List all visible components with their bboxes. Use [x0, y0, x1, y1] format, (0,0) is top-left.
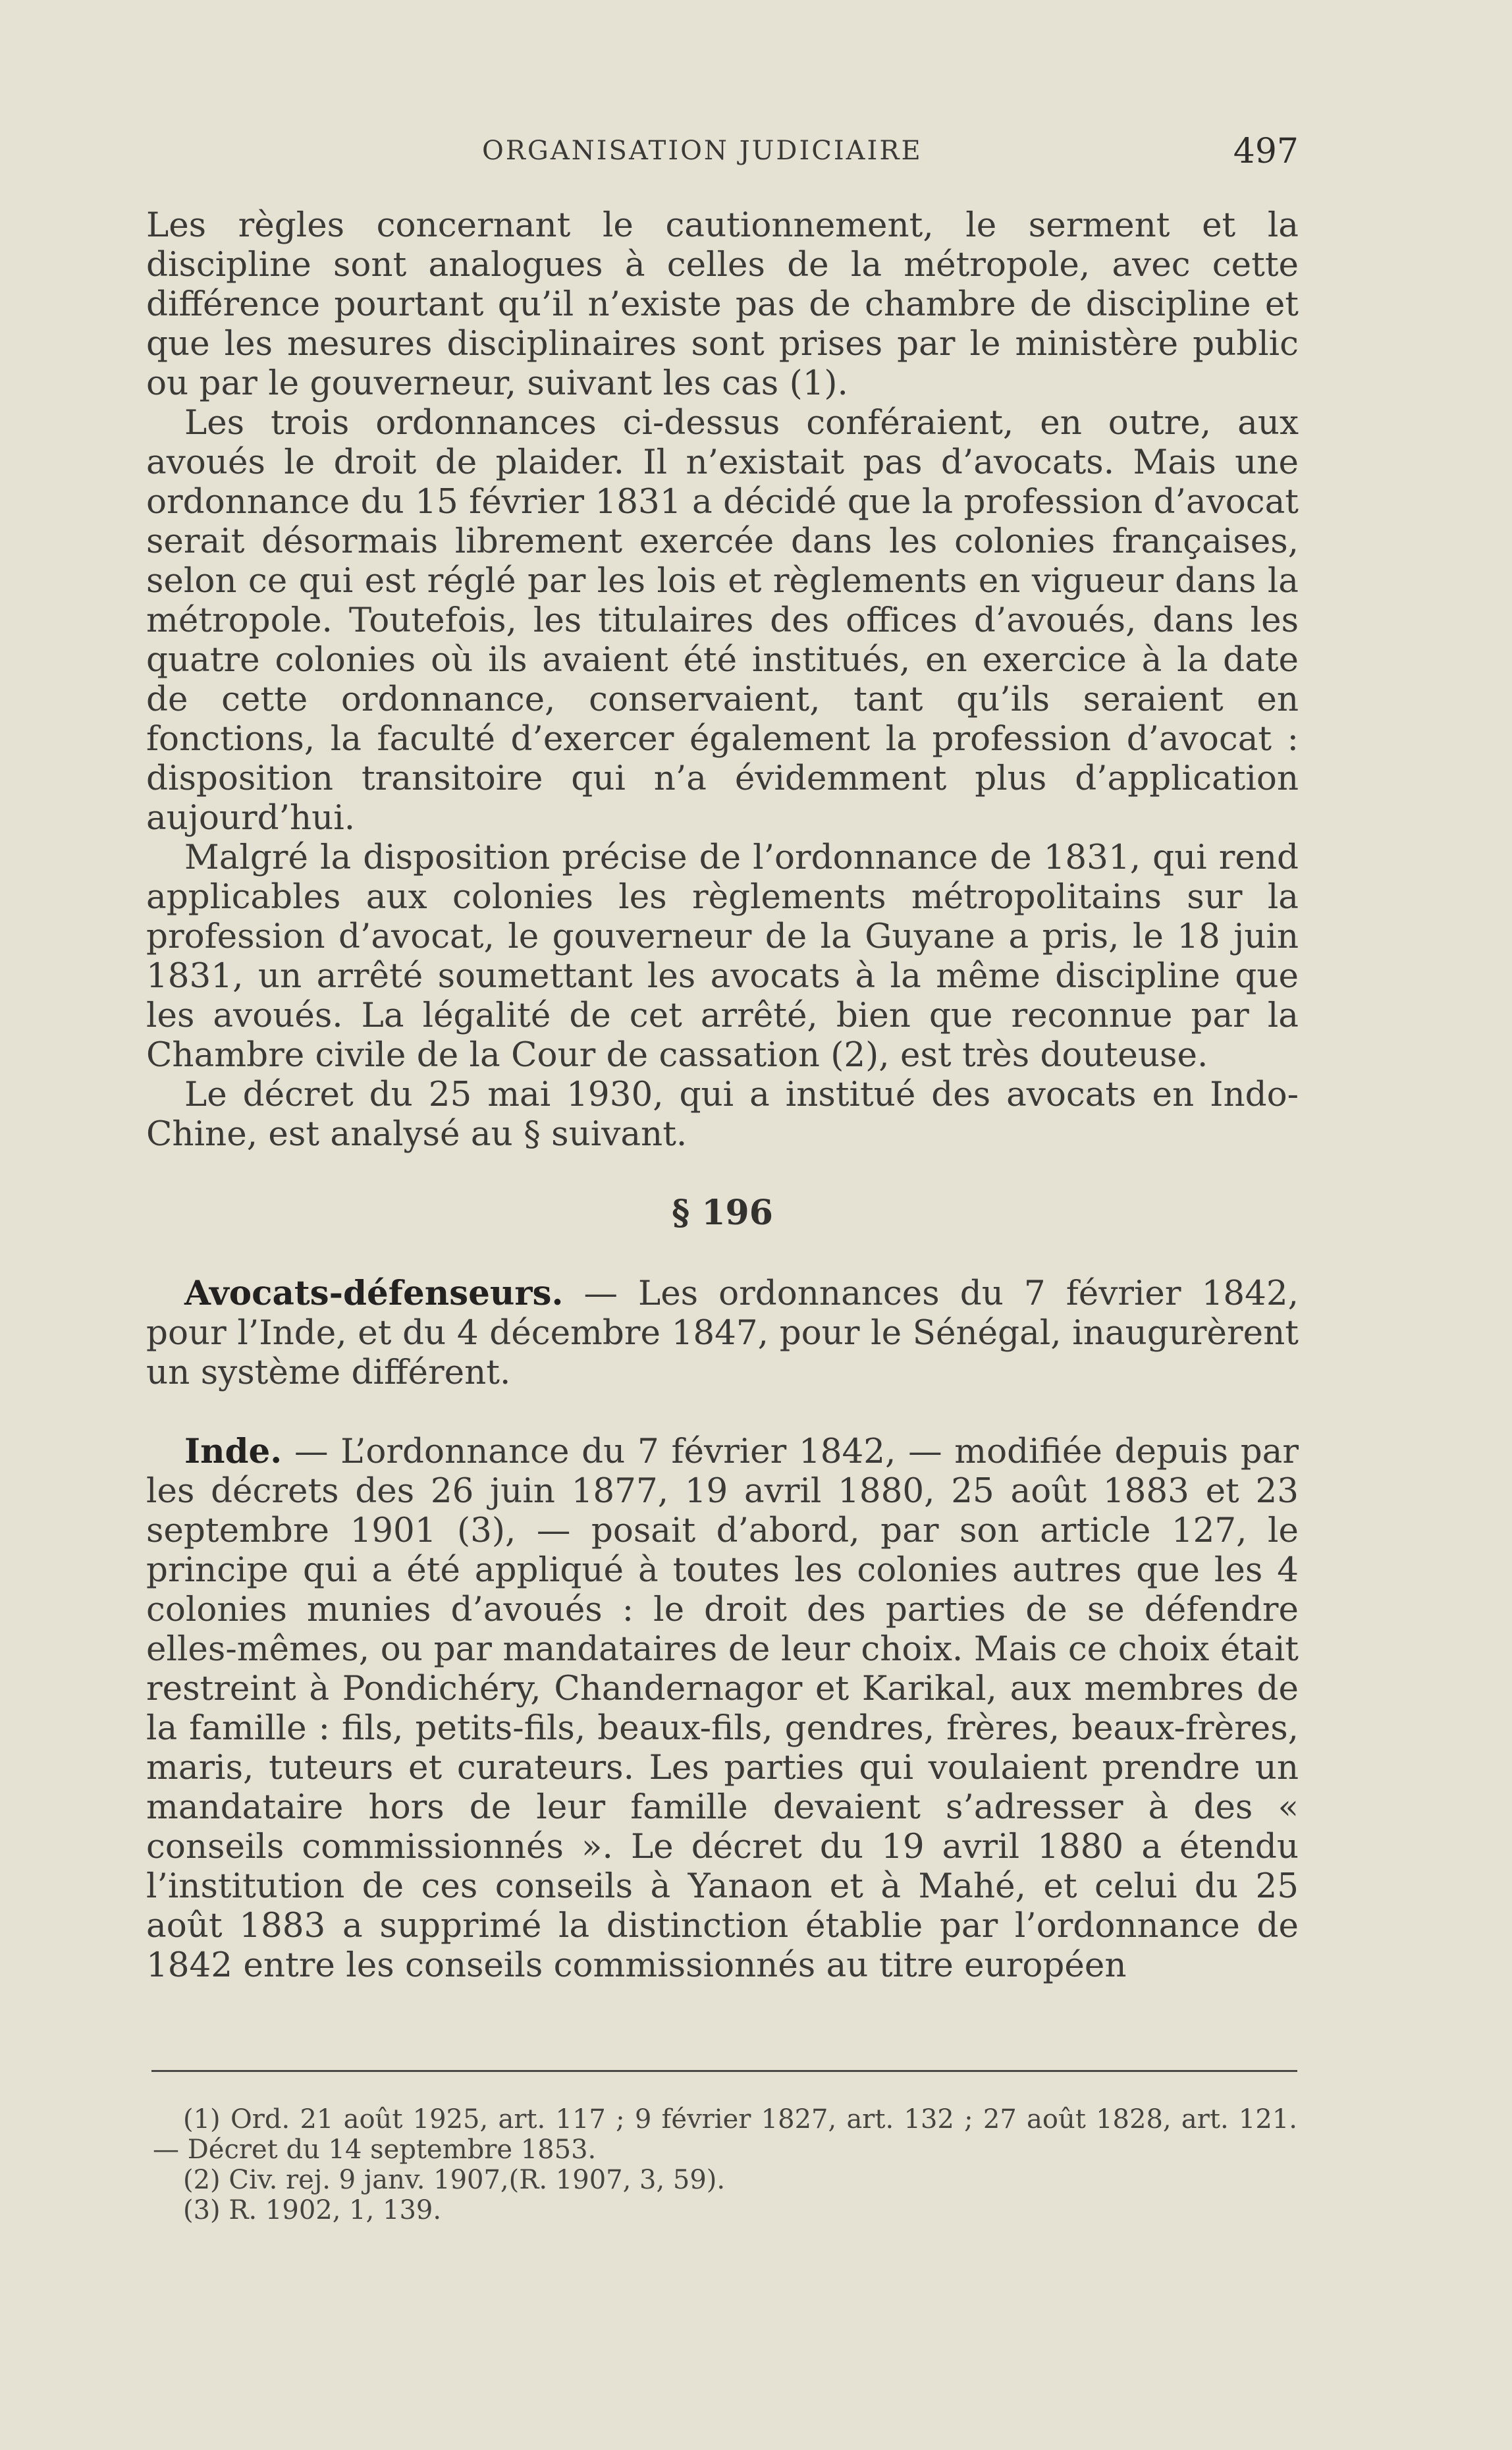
- footnote-rule: [151, 2070, 1297, 2072]
- inde-lead: Inde.: [184, 1432, 283, 1471]
- paragraph-guyane: Malgré la disposition précise de l’ordonnance de 1831, qui rend applicables aux colonies les règlements métropolitains sur la profession d’avocat, le gouverneur de la Guyane a pris, le 18 juin 1831, un arrêté soumettant les avocats à la même discipline que les avoués. La légalité de cet arrêté, bien que reconnue par la Chambre civile de la Cour de cassation (2), est très douteuse.: [146, 838, 1299, 1075]
- footnotes: [153, 2104, 1297, 2225]
- running-head: [146, 132, 1299, 175]
- paragraph-avocats-defenseurs: [146, 1274, 1299, 1392]
- inde-text: — L’ordonnance du 7 février 1842, — modifiée depuis par les décrets des 26 juin 1877, 19 avril 1880, 25 août 1883 et 23 septembre 1901 (3), — posait d’abord, par son article 127, le principe qui a été appliqué à toutes les colonies autres que les 4 colonies munies d’avoués : le droit des parties de se défendre elles-mêmes, ou par mandataires de leur choix. Mais ce choix était restreint à Pondichéry, Chandernagor et Karikal, aux membres de la famille : fils, petits-fils, beaux-fils, gendres, frères, beaux-frères, maris, tuteurs et curateurs. Les parties qui voulaient prendre un mandataire hors de leur famille devaient s’adresser à des « conseils commissionnés ». Le décret du 19 avril 1880 a étendu l’institution de ces conseils à Yanaon et à Mahé, et celui du 25 août 1883 a supprimé la distinction établie par l’ordonnance de 1842 entre les conseils commissionnés au titre européen: [146, 1432, 1299, 1985]
- running-title: ORGANISATION JUDICIAIRE: [482, 136, 923, 166]
- avocats-lead: Avocats-défenseurs.: [184, 1274, 564, 1313]
- body-text: [146, 205, 1299, 1985]
- paragraph-gap: [146, 1392, 1299, 1432]
- section-heading: § 196: [672, 1193, 773, 1233]
- paragraph-discipline: Les règles concernant le cautionnement, le serment et la discipline sont analogues à celles de la métropole, avec cette différence pourtant qu’il n’existe pas de chambre de discipline et que les mesures disciplinaires sont prises par le ministère public ou par le gouverneur, suivant les cas (1).: [146, 205, 1299, 403]
- avocats-text: — Les ordonnances du 7 février 1842, pour l’Inde, et du 4 décembre 1847, pour le Sénégal, inaugurèrent un système différent.: [146, 1274, 1299, 1392]
- page-number: 497: [1233, 132, 1299, 171]
- footnote-3: (3) R. 1902, 1, 139.: [183, 2195, 442, 2225]
- footnote-2: (2) Civ. rej. 9 janv. 1907,(R. 1907, 3, 59).: [183, 2165, 726, 2195]
- paragraph-inde: [146, 1432, 1299, 1985]
- paragraph-avoues-plaider: Les trois ordonnances ci-dessus conféraient, en outre, aux avoués le droit de plaider. Il n’existait pas d’avocats. Mais une ordonnance du 15 février 1831 a décidé que la profession d’avocat serait désormais librement exercée dans les colonies françaises, selon ce qui est réglé par les lois et règlements en vigueur dans la métropole. Toutefois, les titulaires des offices d’avoués, dans les quatre colonies où ils avaient été institués, en exercice à la date de cette ordonnance, conservaient, tant qu’ils seraient en fonctions, la faculté d’exercer également la profession d’avocat : disposition transitoire qui n’a évidemment plus d’application aujourd’hui.: [146, 403, 1299, 838]
- footnote-1: (1) Ord. 21 août 1925, art. 117 ; 9 février 1827, art. 132 ; 27 août 1828, art. 121. — Décret du 14 septembre 1853.: [153, 2104, 1297, 2165]
- paragraph-indochine: Le décret du 25 mai 1930, qui a institué des avocats en Indo-Chine, est analysé au § suivant.: [146, 1075, 1299, 1154]
